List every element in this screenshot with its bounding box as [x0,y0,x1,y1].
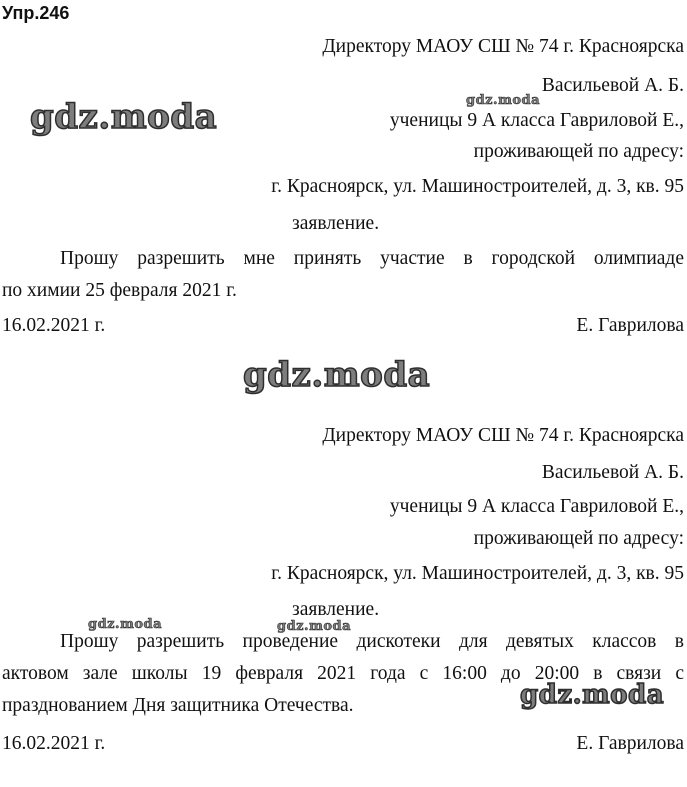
addressee-line-1: Директору МАОУ СШ № 74 г. Красноярска [322,36,684,57]
document-heading: заявление. [292,599,380,620]
sender-line-1: ученицы 9 А класса Гавриловой Е., [389,496,684,517]
address-line: г. Красноярск, ул. Машиностроителей, д. 3, кв. 95 [271,176,684,197]
date: 16.02.2021 г. [2,733,106,754]
sender-line-2: проживающей по адресу: [473,528,684,549]
watermark: gdz.moda [30,97,218,137]
addressee-line-2: Васильевой А. Б. [541,462,684,483]
watermark: gdz.moda [520,680,665,710]
signature: Е. Гаврилова [576,315,684,336]
address-line: г. Красноярск, ул. Машиностроителей, д. 3, кв. 95 [271,563,684,584]
watermark: gdz.moda [88,617,163,632]
sender-line-2: проживающей по адресу: [473,141,684,162]
body-line-1: Прошу разрешить проведение дискотеки для девятых классов в [60,631,684,652]
body-line-1: Прошу разрешить мне принять участие в городской олимпиаде [60,248,684,269]
document-heading: заявление. [292,213,380,234]
watermark: gdz.moda [466,93,541,108]
exercise-title: Упр.246 [2,3,70,23]
watermark: gdz.moda [277,619,352,634]
body-line-2: по химии 25 февраля 2021 г. [2,280,237,301]
date: 16.02.2021 г. [2,315,106,336]
sender-line-1: ученицы 9 А класса Гавриловой Е., [389,110,684,131]
addressee-line-2: Васильевой А. Б. [541,75,684,96]
watermark: gdz.moda [243,355,431,395]
body-line-2: актовом зале школы 19 февраля 2021 года с 16:00 до 20:00 в связи с [2,663,684,684]
body-line-3: празднованием Дня защитника Отечества. [2,695,354,716]
signature: Е. Гаврилова [576,733,684,754]
addressee-line-1: Директору МАОУ СШ № 74 г. Красноярска [322,425,684,446]
